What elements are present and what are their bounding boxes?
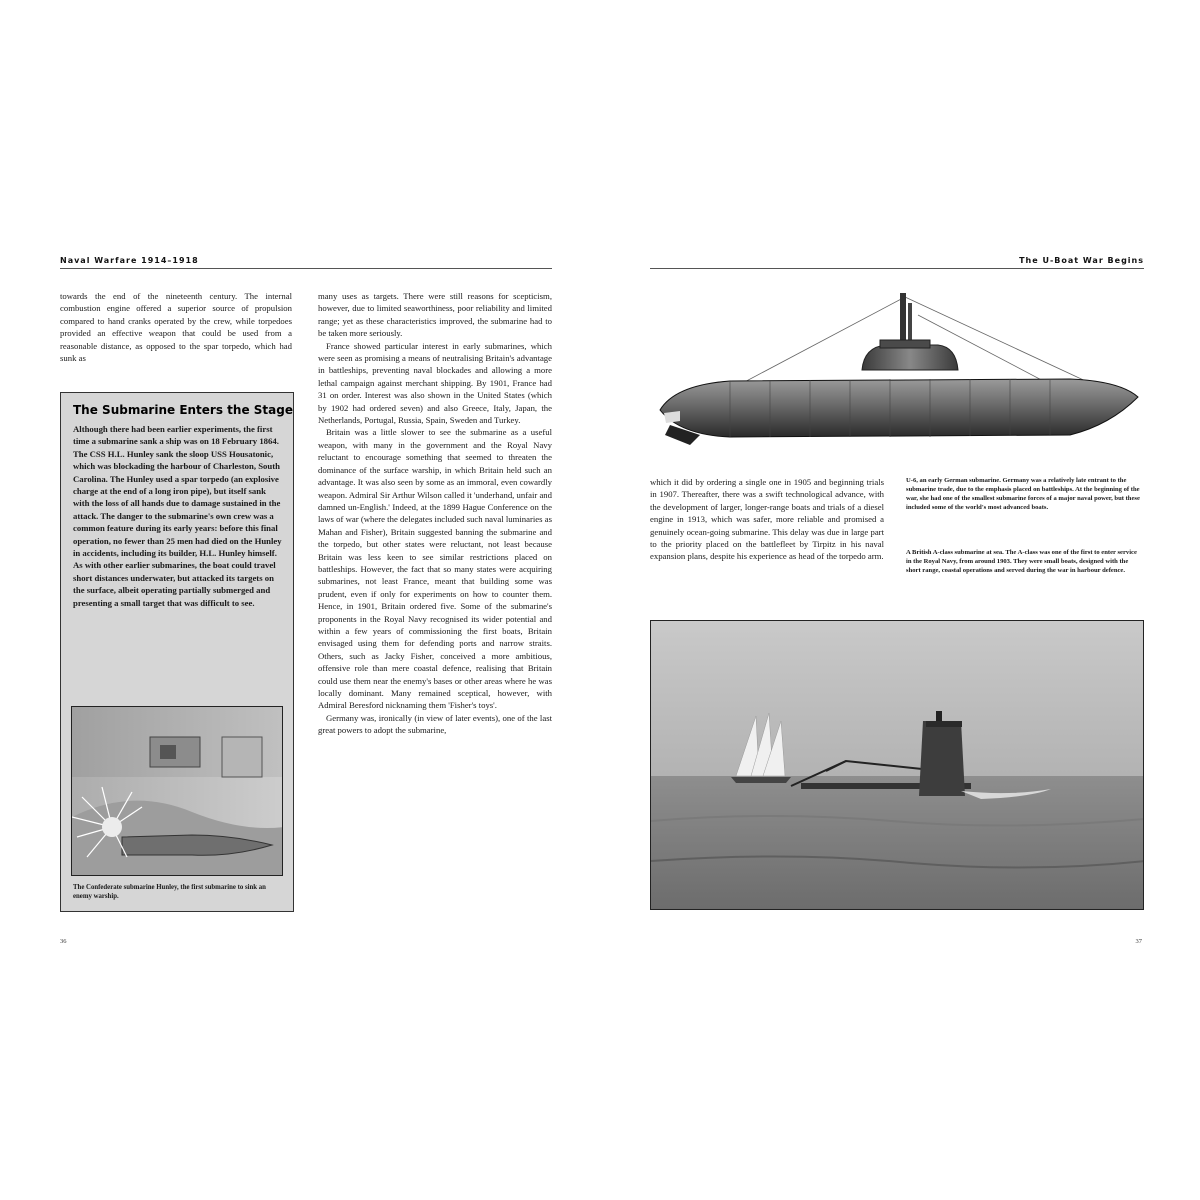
a-class-caption: A British A-class submarine at sea. The A-class was one of the first to enter service in the Royal Navy, from around 1903. They were small boats, designed with the short range, coastal operations and served during the war in harbour defence. — [906, 549, 1137, 574]
left-page-number: 36 — [60, 938, 67, 945]
col2-paragraph: France showed particular interest in early submarines, which were seen as promising a means of neutralising Britain's advantage in battleships, preventing naval blockades and allowing a more lethal campaign against merchant shipping. By 1901, France had 31 on order. Interest was also shown in the United States (which by 1902 had ordered seven) and also Greece, Italy, Japan, the Netherlands, Portugal, Russia, Spain, Sweden and Turkey. — [318, 340, 552, 426]
left-column-2 — [318, 290, 552, 737]
left-header-rule — [60, 268, 552, 269]
hunley-illustration — [71, 706, 283, 876]
sidebar-body: Although there had been earlier experiments, the first time a submarine sank a ship was on 18 February 1864. The CSS H.L. Hunley sank the sloop USS Housatonic, which was blockading the harbour of Charleston, South Carolina. The Hunley used a spar torpedo (an explosive charge at the end of a long iron pipe), but itself sank with the loss of all hands due to damage sustained in the attack. The danger to the submarine's own crew was a common feature during its early years: before this final operation, no fewer than 25 men had died on the Hunley in accidents, including its builder, H.L. Hunley himself. As with other earlier submarines, the boat could travel short distances underwater, but attacked its targets on the surface, albeit operating partially submerged and presenting a small target that was difficult to see. — [73, 424, 282, 608]
col2-paragraph: many uses as targets. There were still reasons for scepticism, however, due to limited seaworthiness, poor reliability and limited range; yet as these characteristics improved, the submarine had to be taken more seriously. — [318, 291, 552, 339]
u-boat-illustration — [650, 285, 1144, 460]
col2-paragraph: Germany was, ironically (in view of later events), one of the last great powers to adopt the submarine, — [318, 712, 552, 736]
intro-paragraph: towards the end of the nineteenth century. The internal combustion engine offered a superior source of propulsion compared to hand cranks operated by the crew, while torpedoes provided an effective weapon that could be used from a reasonable distance, as opposed to the spar torpedo, which had sunk as — [60, 291, 292, 364]
right-running-head: The U-Boat War Begins — [1019, 256, 1144, 265]
left-column-1-intro — [60, 290, 292, 364]
right-column-text — [650, 476, 884, 563]
u6-caption: U-6, an early German submarine. Germany was a relatively late entrant to the submarine trade, due to the emphasis placed on battleships. At the beginning of the war, she had one of the smallest submarine forces of a major naval power, but these included some of the world's most advanced boats. — [906, 477, 1140, 511]
left-running-head: Naval Warfare 1914–1918 — [60, 256, 199, 265]
sidebar-title: The Submarine Enters the Stage — [73, 403, 293, 417]
sidebar-box — [60, 392, 294, 912]
col2-paragraph: Britain was a little slower to see the submarine as a useful weapon, with many in the government and the Royal Navy reluctant to encourage something that seemed to threaten the dominance of the surface warship, in which Britain held such an advantage. It was also seen by some as an immoral, even cowardly weapon. Admiral Sir Arthur Wilson called it 'underhand, unfair and damned un-English.' Indeed, at the 1899 Hague Conference on the laws of war (where the delegates included such naval luminaries as Mahan and Fisher), Britain suggested banning the submarine and the torpedo, but other states were reluctant, not least because Britain was less keen to see similar restrictions placed on battleships. However, the fact that so many states were acquiring submarines, not least France, meant that building some was prudent, even if only for experiments on how to counter them. Hence, in 1901, Britain ordered five. Some of the submarine's proponents in the Royal Navy recognised its wider potential and within a few years of commissioning the first boats, Britain envisaged using them for defending ports and narrow straits. Others, such as Jacky Fisher, conceived a more ambitious, offensive role than mere coastal defence, realising that Britain could use them near the enemy's bases or other areas where he was locally dominant. Many remained sceptical, however, with Admiral Beresford nicknaming them 'Fisher's toys'. — [318, 427, 552, 711]
right-header-rule — [650, 268, 1144, 269]
right-page-number: 37 — [1135, 938, 1142, 945]
right-paragraph: which it did by ordering a single one in 1905 and beginning trials in 1907. Thereafter, there was a swift technological advance, with the development of larger, longer-range boats and trials of a diesel engine in 1913, which was safer, more reliable and promised a genuinely ocean-going submarine. This delay was due in large part to the priority placed on the battlefleet by Tirpitz in his naval expansion plans, despite his experience as head of the torpedo arm. — [650, 477, 884, 562]
hunley-caption: The Confederate submarine Hunley, the first submarine to sink an enemy warship. — [73, 884, 266, 900]
a-class-submarine-photo — [650, 620, 1144, 910]
